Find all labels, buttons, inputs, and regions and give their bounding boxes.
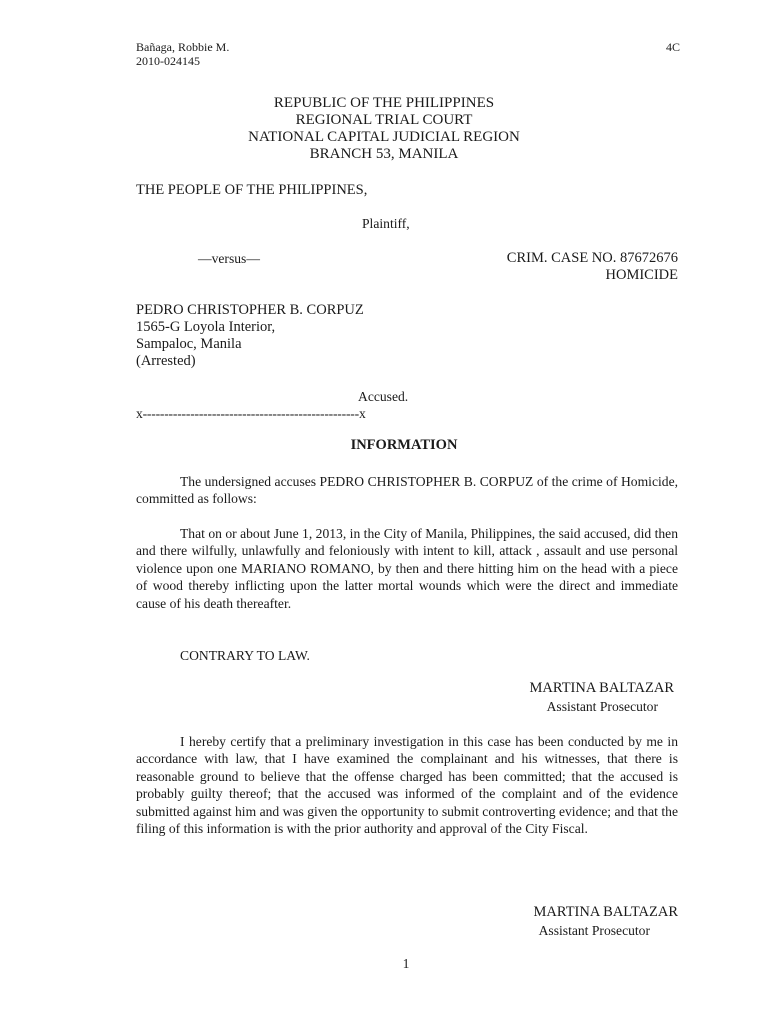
student-id: 2010-024145 — [136, 54, 200, 68]
certifying-prosecutor-title: Assistant Prosecutor — [538, 923, 650, 938]
court-line-rtc: REGIONAL TRIAL COURT — [295, 112, 473, 128]
document-title: INFORMATION — [350, 437, 458, 453]
caption-separator: x--------------------------------------------------x — [136, 406, 366, 421]
case-number: CRIM. CASE NO. 87672676 — [506, 250, 678, 266]
versus-label: —versus— — [198, 251, 260, 266]
accused-label: Accused. — [358, 389, 409, 404]
court-line-region: NATIONAL CAPITAL JUDICIAL REGION — [248, 129, 520, 145]
court-line-branch: BRANCH 53, MANILA — [309, 146, 459, 162]
accused-status: (Arrested) — [136, 353, 196, 369]
accused-address-line2: Sampaloc, Manila — [136, 336, 242, 352]
page-number: 1 — [402, 956, 410, 971]
prosecutor-name: MARTINA BALTAZAR — [529, 680, 674, 696]
certifying-prosecutor-name: MARTINA BALTAZAR — [533, 904, 678, 920]
accused-name: PEDRO CHRISTOPHER B. CORPUZ — [136, 302, 364, 318]
court-line-republic: REPUBLIC OF THE PHILIPPINES — [273, 95, 495, 111]
prosecutor-title: Assistant Prosecutor — [546, 699, 658, 714]
charge-paragraph: That on or about June 1, 2013, in the City of Manila, Philippines, the said accused, did then and there wilfully, unlawfully and feloniously with intent to kill, attack , assault and use personal violence upon one MARIANO ROMANO, by then and there hitting him on the head with a piece of wood thereby inflicting upon the latter mortal wounds which were the direct and immediate cause of his death thereafter. — [136, 526, 678, 611]
author-name: Bañaga, Robbie M. — [136, 40, 230, 54]
accused-address-line1: 1565-G Loyola Interior, — [136, 319, 276, 335]
contrary-to-law: CONTRARY TO LAW. — [180, 648, 310, 663]
certification-paragraph: I hereby certify that a preliminary investigation in this case has been conducted by me in accordance with law, that I have examined the complainant and his witnesses, that there is reasonable ground to believe that the offense charged has been committed; that the accused is probably guilty thereof; that the accused was informed of the complaint and of the evidence submitted against him and was given the opportunity to submit controverting evidence; and that the filing of this information is with the prior authority and approval of the City Fiscal. — [136, 734, 678, 837]
plaintiff-label: Plaintiff, — [362, 216, 410, 231]
section-label: 4C — [665, 40, 680, 54]
plaintiff-name: THE PEOPLE OF THE PHILIPPINES, — [136, 182, 368, 198]
offense-label: HOMICIDE — [605, 267, 678, 283]
opening-paragraph: The undersigned accuses PEDRO CHRISTOPHER B. CORPUZ of the crime of Homicide, committed as follows: — [136, 474, 678, 507]
